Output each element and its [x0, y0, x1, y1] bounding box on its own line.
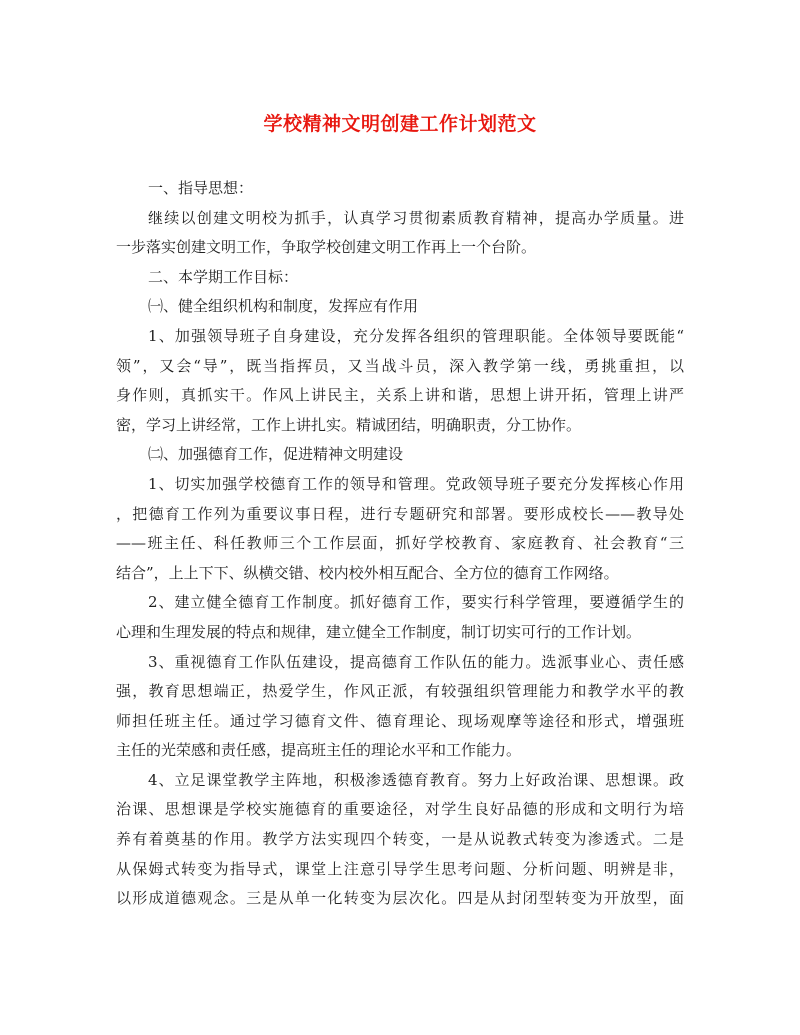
- text-line: 1、加强领导班子自身建设，充分发挥各组织的管理职能。全体领导要既能“: [148, 326, 684, 345]
- text-line: 密，学习上讲经常，工作上讲扎实。精诚团结，明确职责，分工协作。: [116, 415, 582, 434]
- text-line: 心理和生理发展的特点和规律，建立健全工作制度，制订切实可行的工作计划。: [116, 622, 642, 641]
- text-line: 一步落实创建文明工作，争取学校创建文明工作再上一个台阶。: [116, 238, 537, 257]
- text-line: ——班主任、科任教师三个工作层面，抓好学校教育、家庭教育、社会教育“三: [116, 534, 684, 553]
- document-title: 学校精神文明创建工作计划范文: [263, 113, 537, 135]
- text-line: 3、重视德育工作队伍建设，提高德育工作队伍的能力。选派事业心、责任感: [148, 652, 684, 671]
- text-line: 主任的光荣感和责任感，提高班主任的理论水平和工作能力。: [116, 741, 522, 760]
- document-body: [116, 174, 684, 914]
- text-line: 治课、思想课是学校实施德育的重要途径，对学生良好品德的形成和文明行为培: [116, 800, 684, 819]
- text-line: 以形成道德观念。三是从单一化转变为层次化。四是从封闭型转变为开放型，面: [116, 889, 684, 908]
- text-line: 4、立足课堂教学主阵地，积极渗透德育教育。努力上好政治课、思想课。政: [148, 770, 684, 789]
- text-line: ㈡、加强德育工作，促进精神文明建设: [148, 445, 404, 464]
- text-line: 身作则，真抓实干。作风上讲民主，关系上讲和谐，思想上讲开拓，管理上讲严: [116, 386, 684, 405]
- text-line: 结合”，上上下下、纵横交错、校内校外相互配合、全方位的德育工作网络。: [116, 563, 619, 582]
- text-line: 二、本学期工作目标：: [148, 267, 299, 286]
- text-line: 养有着奠基的作用。教学方法实现四个转变，一是从说教式转变为渗透式。二是: [116, 830, 684, 849]
- text-line: 一、指导思想：: [148, 179, 254, 197]
- text-line: 1、切实加强学校德育工作的领导和管理。党政领导班子要充分发挥核心作用: [148, 474, 684, 493]
- text-line: 师担任班主任。通过学习德育文件、德育理论、现场观摩等途径和形式，增强班: [116, 711, 684, 730]
- text-line: 继续以创建文明校为抓手，认真学习贯彻素质教育精神，提高办学质量。进: [148, 208, 684, 227]
- text-line: 领”，又会“导”，既当指挥员，又当战斗员，深入教学第一线，勇挑重担，以: [116, 356, 684, 375]
- text-line: ，把德育工作列为重要议事日程，进行专题研究和部署。要形成校长——教导处: [116, 504, 684, 523]
- text-line: 从保姆式转变为指导式，课堂上注意引导学生思考问题、分析问题、明辨是非，: [116, 859, 684, 878]
- text-line: 强，教育思想端正，热爱学生，作风正派，有较强组织管理能力和教学水平的教: [116, 682, 684, 701]
- text-line: ㈠、健全组织机构和制度，发挥应有作用: [148, 297, 419, 316]
- text-line: 2、建立健全德育工作制度。抓好德育工作，要实行科学管理，要遵循学生的: [148, 593, 684, 612]
